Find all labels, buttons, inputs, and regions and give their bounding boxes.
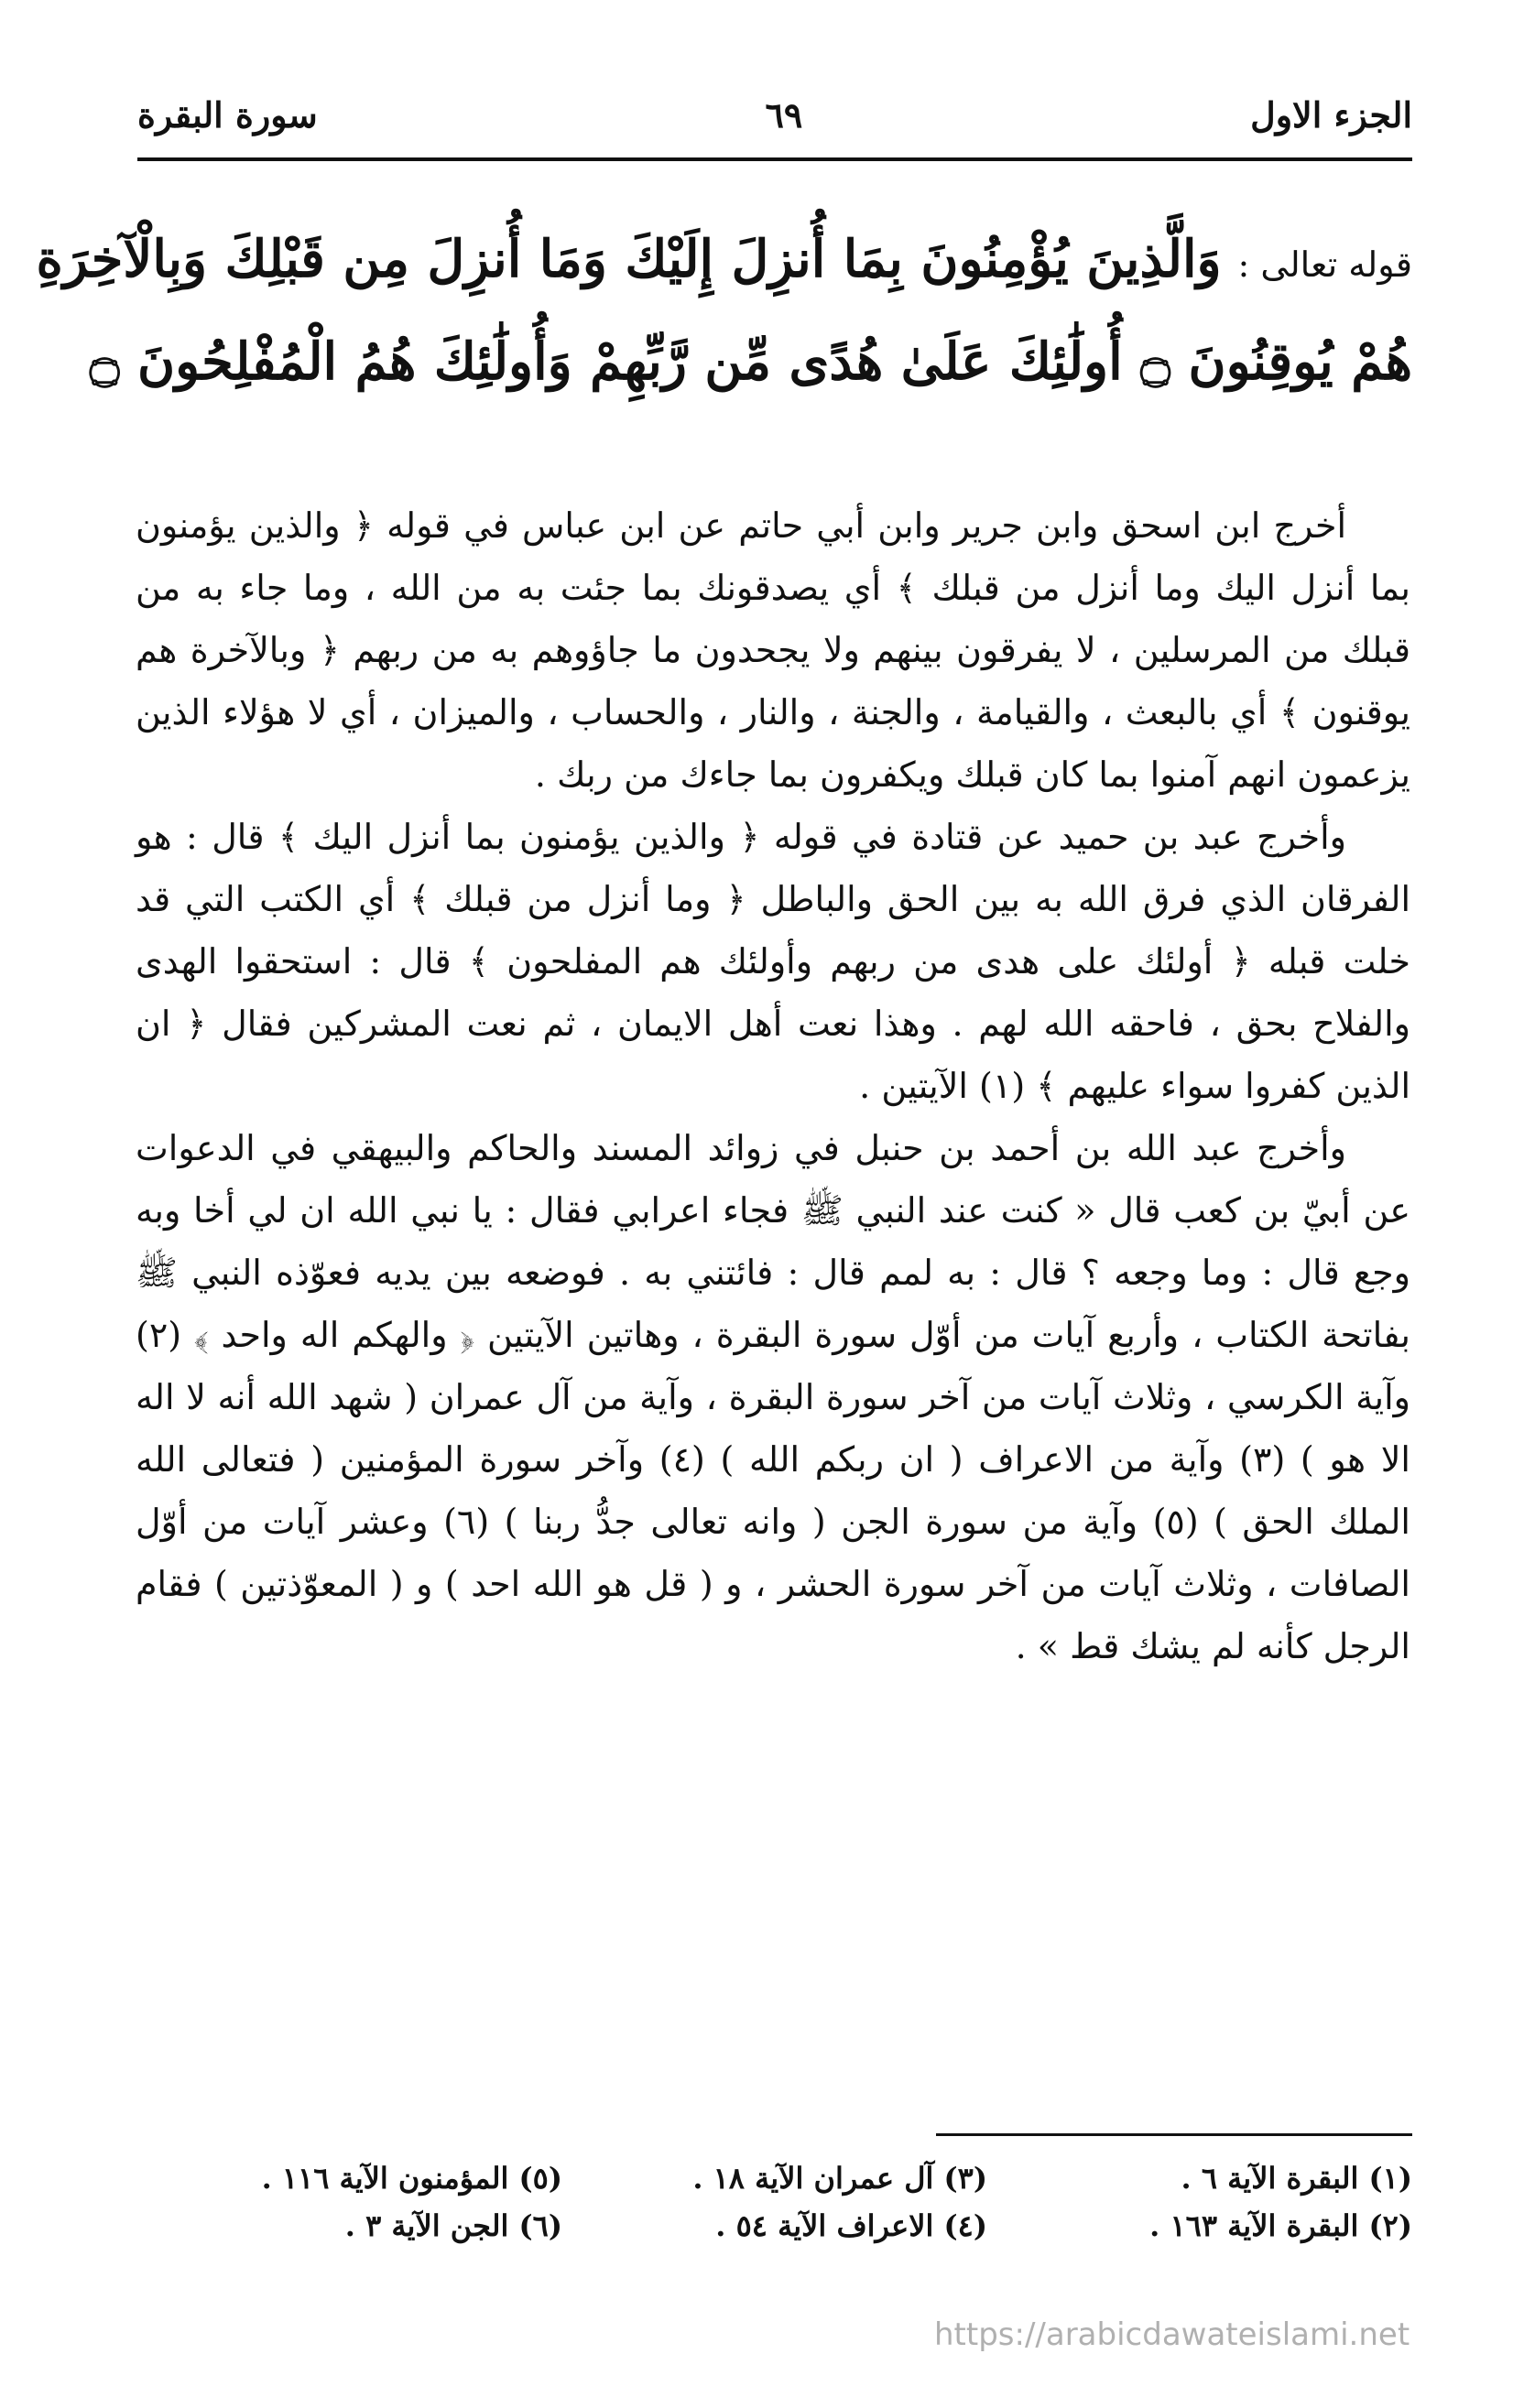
- verse-line-2: [90, 320, 1412, 403]
- footnote-divider: [936, 2133, 1412, 2136]
- verse-text-1: وَالَّذِينَ يُؤْمِنُونَ بِمَا أُنزِلَ إِلَيْكَ وَمَا أُنزِلَ مِن قَبْلِكَ وَبِالْآخِرَةِ: [36, 229, 1222, 289]
- footnote-5: (٥) المؤمنون الآية ١١٦ .: [261, 2161, 562, 2196]
- footnote-6: (٦) الجن الآية ٣ .: [344, 2208, 562, 2243]
- paragraph-2: وأخرج عبد بن حميد عن قتادة في قوله ﴿ والذين يؤمنون بما أنزل اليك ﴾ قال : هو الفرقان الذي فرق الله به بين الحق والباطل ﴿ وما أنزل من قبلك ﴾ أي الكتب التي قد خلت قبله ﴿ أولئك على هدى من ربهم وأولئك هم المفلحون ﴾ قال : استحقوا الهدى والفلاح بحق ، فاحقه الله لهم . وهذا نعت أهل الايمان ، ثم نعت المشركين فقال ﴿ ان الذين كفروا سواء عليهم ﴾ (١) الآيتين .: [136, 817, 1410, 1106]
- header-divider: [137, 157, 1412, 161]
- paragraph-3: وأخرج عبد الله بن أحمد بن حنبل في زوائد المسند والحاكم والبيهقي في الدعوات عن أبيّ بن كعب قال « كنت عند النبي ﷺ فجاء اعرابي فقال : يا نبي الله ان لي أخا وبه وجع قال : وما وجعه ؟ قال : به لمم قال : فائتني به . فوضعه بين يديه فعوّذه النبي ﷺ بفاتحة الكتاب ، وأربع آيات من أوّل سورة البقرة ، وهاتين الآيتين ﴿ والهكم اله واحد ﴾ (٢) وآية الكرسي ، وثلاث آيات من آخر سورة البقرة ، وآية من آل عمران ( شهد الله أنه لا اله الا هو ) (٣) وآية من الاعراف ( ان ربكم الله ) (٤) وآخر سورة المؤمنين ( فتعالى الله الملك الحق ) (٥) وآية من سورة الجن ( وانه تعالى جدُّ ربنا ) (٦) وعشر آيات من أوّل الصافات ، وثلاث آيات من آخر سورة الحشر ، و ( قل هو الله احد ) و ( المعوّذتين ) فقام الرجل كأنه لم يشك قط » .: [136, 1128, 1411, 1666]
- commentary-body: [136, 494, 1410, 1677]
- verse-intro: قوله تعالى :: [1237, 244, 1412, 285]
- footnotes: [137, 2161, 1412, 2256]
- footnote-2: (٢) البقرة الآية ١٦٣ .: [1149, 2208, 1412, 2243]
- verse-line-1: [37, 218, 1412, 306]
- footnote-3: (٣) آل عمران الآية ١٨ .: [692, 2161, 987, 2196]
- quran-verse: [36, 211, 1412, 449]
- page-header: [137, 87, 1412, 142]
- footnote-4: (٤) الاعراف الآية ٥٤ .: [715, 2208, 987, 2243]
- part-title: الجزء الاول: [1250, 93, 1412, 136]
- footnote-1: (١) البقرة الآية ٦ .: [1181, 2161, 1412, 2196]
- page-number: ٦٩: [765, 93, 803, 136]
- surah-title: سورة البقرة: [137, 93, 318, 136]
- paragraph-1: أخرج ابن اسحق وابن جرير وابن أبي حاتم عن ابن عباس في قوله ﴿ والذين يؤمنون بما أنزل اليك وما أنزل من قبلك ﴾ أي يصدقونك بما جئت به من الله ، وما جاء به من قبلك من المرسلين ، لا يفرقون بينهم ولا يجحدون ما جاؤوهم به من ربهم ﴿ وبالآخرة هم يوقنون ﴾ أي بالبعث ، والقيامة ، والجنة ، والنار ، والحساب ، والميزان ، أي لا هؤلاء الذين يزعمون انهم آمنوا بما كان قبلك ويكفرون بما جاءك من ربك .: [136, 505, 1410, 795]
- verse-text-2: هُمْ يُوقِنُونَ ۝ أُولَٰئِكَ عَلَىٰ هُدًى مِّن رَّبِّهِمْ وَأُولَٰئِكَ هُمُ الْمُفْلِحُونَ ۝: [89, 331, 1412, 392]
- watermark-url: https://arabicdawateislami.net: [934, 2316, 1410, 2353]
